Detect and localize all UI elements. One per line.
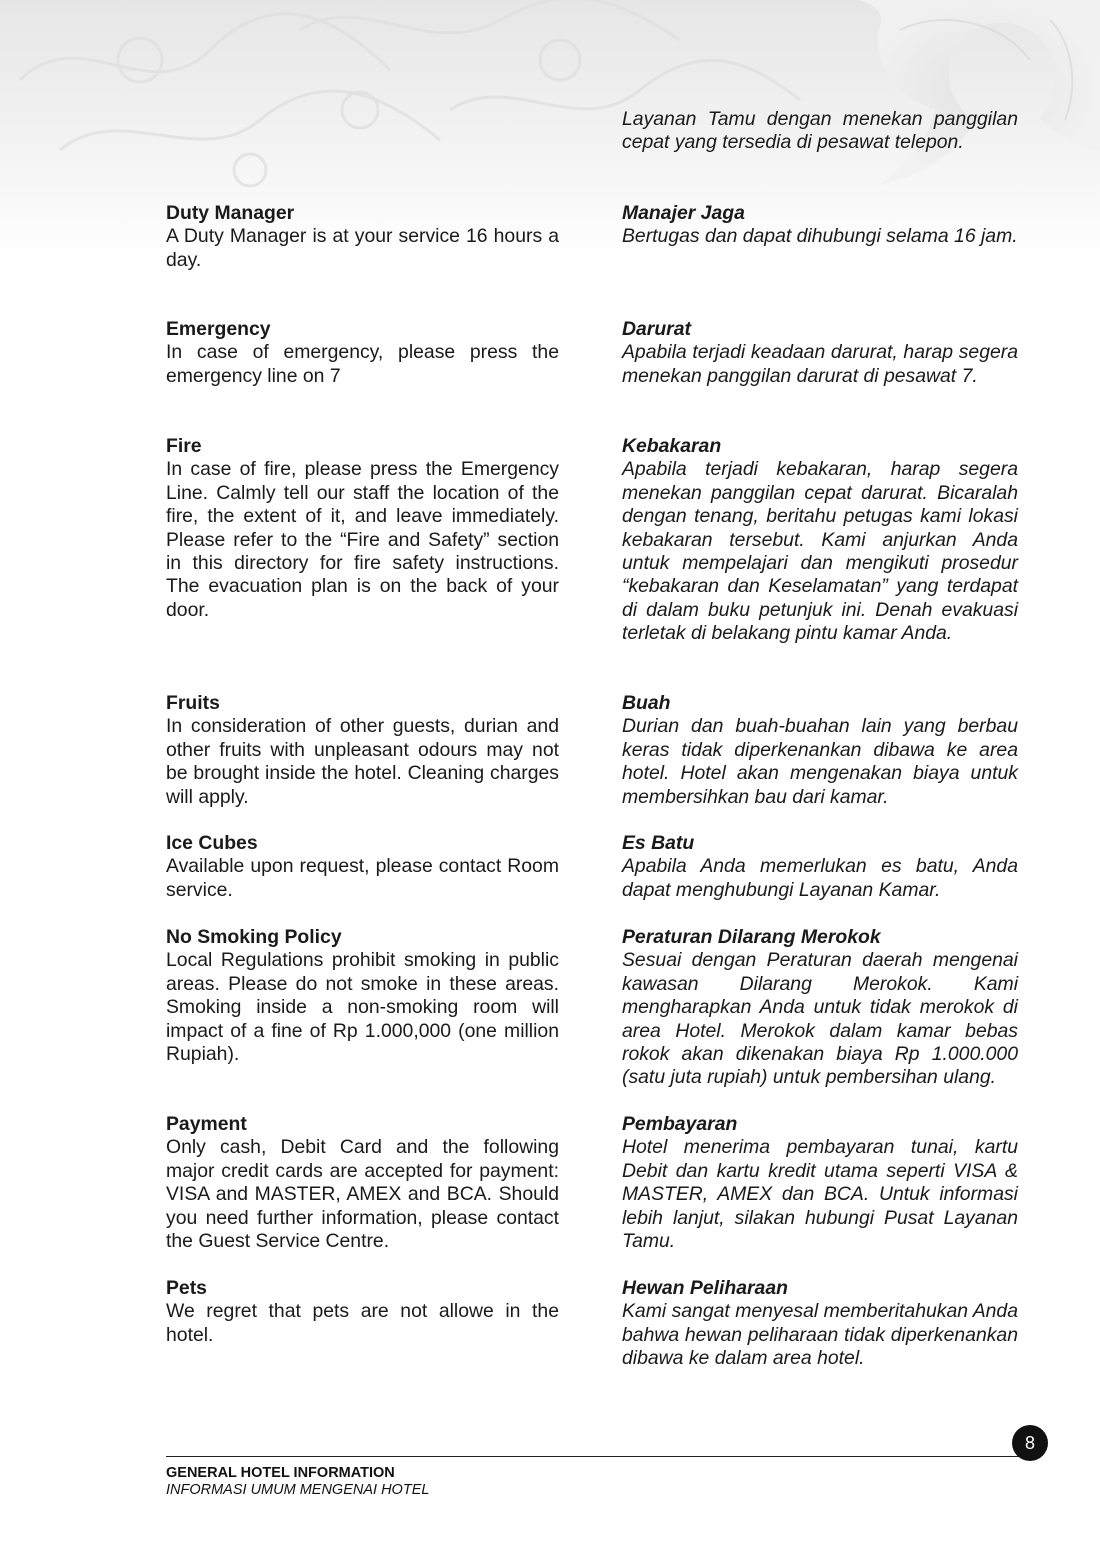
section-emergency-id xyxy=(622,318,1018,388)
section-body: Sesuai dengan Peraturan daerah mengenai kawasan Dilarang Merokok. Kami mengharapkan Anda untuk tidak merokok di area Hotel. Merokok dalam kamar bebas rokok akan dikenakan biaya Rp 1.000.000 (satu juta rupiah) untuk pembersihan ulang. xyxy=(622,949,1018,1089)
section-title: Pets xyxy=(166,1277,207,1299)
section-duty-manager-id xyxy=(622,202,1018,249)
section-ice-cubes-en xyxy=(166,832,559,902)
section-body: In case of fire, please press the Emergency Line. Calmly tell our staff the location of the fire, the extent of it, and leave immediately. Please refer to the “Fire and Safety” section in this directory for fire safety instructions. The evacuation plan is on the back of your door. xyxy=(166,458,559,621)
section-payment-en xyxy=(166,1113,559,1253)
section-title: Hewan Peliharaan xyxy=(622,1277,788,1299)
section-title: Payment xyxy=(166,1113,247,1135)
section-ice-cubes-id xyxy=(622,832,1018,902)
section-title: Darurat xyxy=(622,318,691,340)
intro-id-text: Layanan Tamu dengan menekan panggilan cepat yang tersedia di pesawat telepon. xyxy=(622,108,1018,154)
section-body: Durian dan buah-buahan lain yang berbau keras tidak diperkenankan dibawa ke area hotel. Hotel akan mengenakan biaya untuk membersihkan bau dari kamar. xyxy=(622,715,1018,808)
section-title: Manajer Jaga xyxy=(622,202,745,224)
section-body: Apabila Anda memerlukan es batu, Anda dapat menghubungi Layanan Kamar. xyxy=(622,855,1018,901)
section-payment-id xyxy=(622,1113,1018,1253)
section-body: Kami sangat menyesal memberitahukan Anda bahwa hewan peliharaan tidak diperkenankan dibawa ke dalam area hotel. xyxy=(622,1300,1018,1370)
section-title: Kebakaran xyxy=(622,435,722,457)
section-body: Hotel menerima pembayaran tunai, kartu Debit dan kartu kredit utama seperti VISA & MASTER, AMEX dan BCA. Untuk informasi lebih lanjut, silakan hubungi Pusat Layanan Tamu. xyxy=(622,1136,1018,1253)
footer-divider xyxy=(166,1456,1026,1457)
section-title: Emergency xyxy=(166,318,271,340)
section-fruits-id xyxy=(622,692,1018,809)
section-body: Available upon request, please contact Room service. xyxy=(166,855,559,901)
footer-title-id: INFORMASI UMUM MENGENAI HOTEL xyxy=(166,1482,430,1498)
section-title: Es Batu xyxy=(622,832,695,854)
section-body: In case of emergency, please press the emergency line on 7 xyxy=(166,341,559,387)
section-fire-en xyxy=(166,435,559,622)
section-title: Buah xyxy=(622,692,671,714)
section-fruits-en xyxy=(166,692,559,809)
section-body: Apabila terjadi kebakaran, harap segera menekan panggilan cepat darurat. Bicaralah dengan tenang, beritahu petugas kami lokasi kebakaran tersebut. Kami anjurkan Anda untuk mempelajari dan mengikuti prosedur “kebakaran dan Keselamatan” yang terdapat di dalam buku petunjuk ini. Denah evakuasi terletak di belakang pintu kamar Anda. xyxy=(622,458,1018,645)
footer-title-en: GENERAL HOTEL INFORMATION xyxy=(166,1465,395,1481)
section-body: A Duty Manager is at your service 16 hours a day. xyxy=(166,225,559,271)
section-title: Pembayaran xyxy=(622,1113,738,1135)
section-title: Fire xyxy=(166,435,202,457)
page-number-badge: 8 xyxy=(1012,1425,1048,1461)
section-fire-id xyxy=(622,435,1018,646)
section-body: Apabila terjadi keadaan darurat, harap segera menekan panggilan darurat di pesawat 7. xyxy=(622,341,1018,387)
section-title: Ice Cubes xyxy=(166,832,258,854)
intro-continuation xyxy=(622,108,1018,155)
section-body: Only cash, Debit Card and the following major credit cards are accepted for payment: VISA and MASTER, AMEX and BCA. Should you need further information, please contact the Guest Service Centre. xyxy=(166,1136,559,1253)
section-title: No Smoking Policy xyxy=(166,926,342,948)
section-pets-id xyxy=(622,1277,1018,1371)
section-body: In consideration of other guests, durian and other fruits with unpleasant odours may not be brought inside the hotel. Cleaning charges will apply. xyxy=(166,715,559,808)
section-no-smoking-id xyxy=(622,926,1018,1090)
section-no-smoking-en xyxy=(166,926,559,1066)
section-title: Fruits xyxy=(166,692,220,714)
section-body: Bertugas dan dapat dihubungi selama 16 jam. xyxy=(622,225,1018,248)
section-duty-manager-en xyxy=(166,202,559,272)
section-emergency-en xyxy=(166,318,559,388)
section-body: Local Regulations prohibit smoking in public areas. Please do not smoke in these areas. Smoking inside a non-smoking room will impact of a fine of Rp 1.000,000 (one million Rupiah). xyxy=(166,949,559,1066)
section-body: We regret that pets are not allowe in the hotel. xyxy=(166,1300,559,1346)
section-pets-en xyxy=(166,1277,559,1347)
section-title: Duty Manager xyxy=(166,202,295,224)
section-title: Peraturan Dilarang Merokok xyxy=(622,926,881,948)
